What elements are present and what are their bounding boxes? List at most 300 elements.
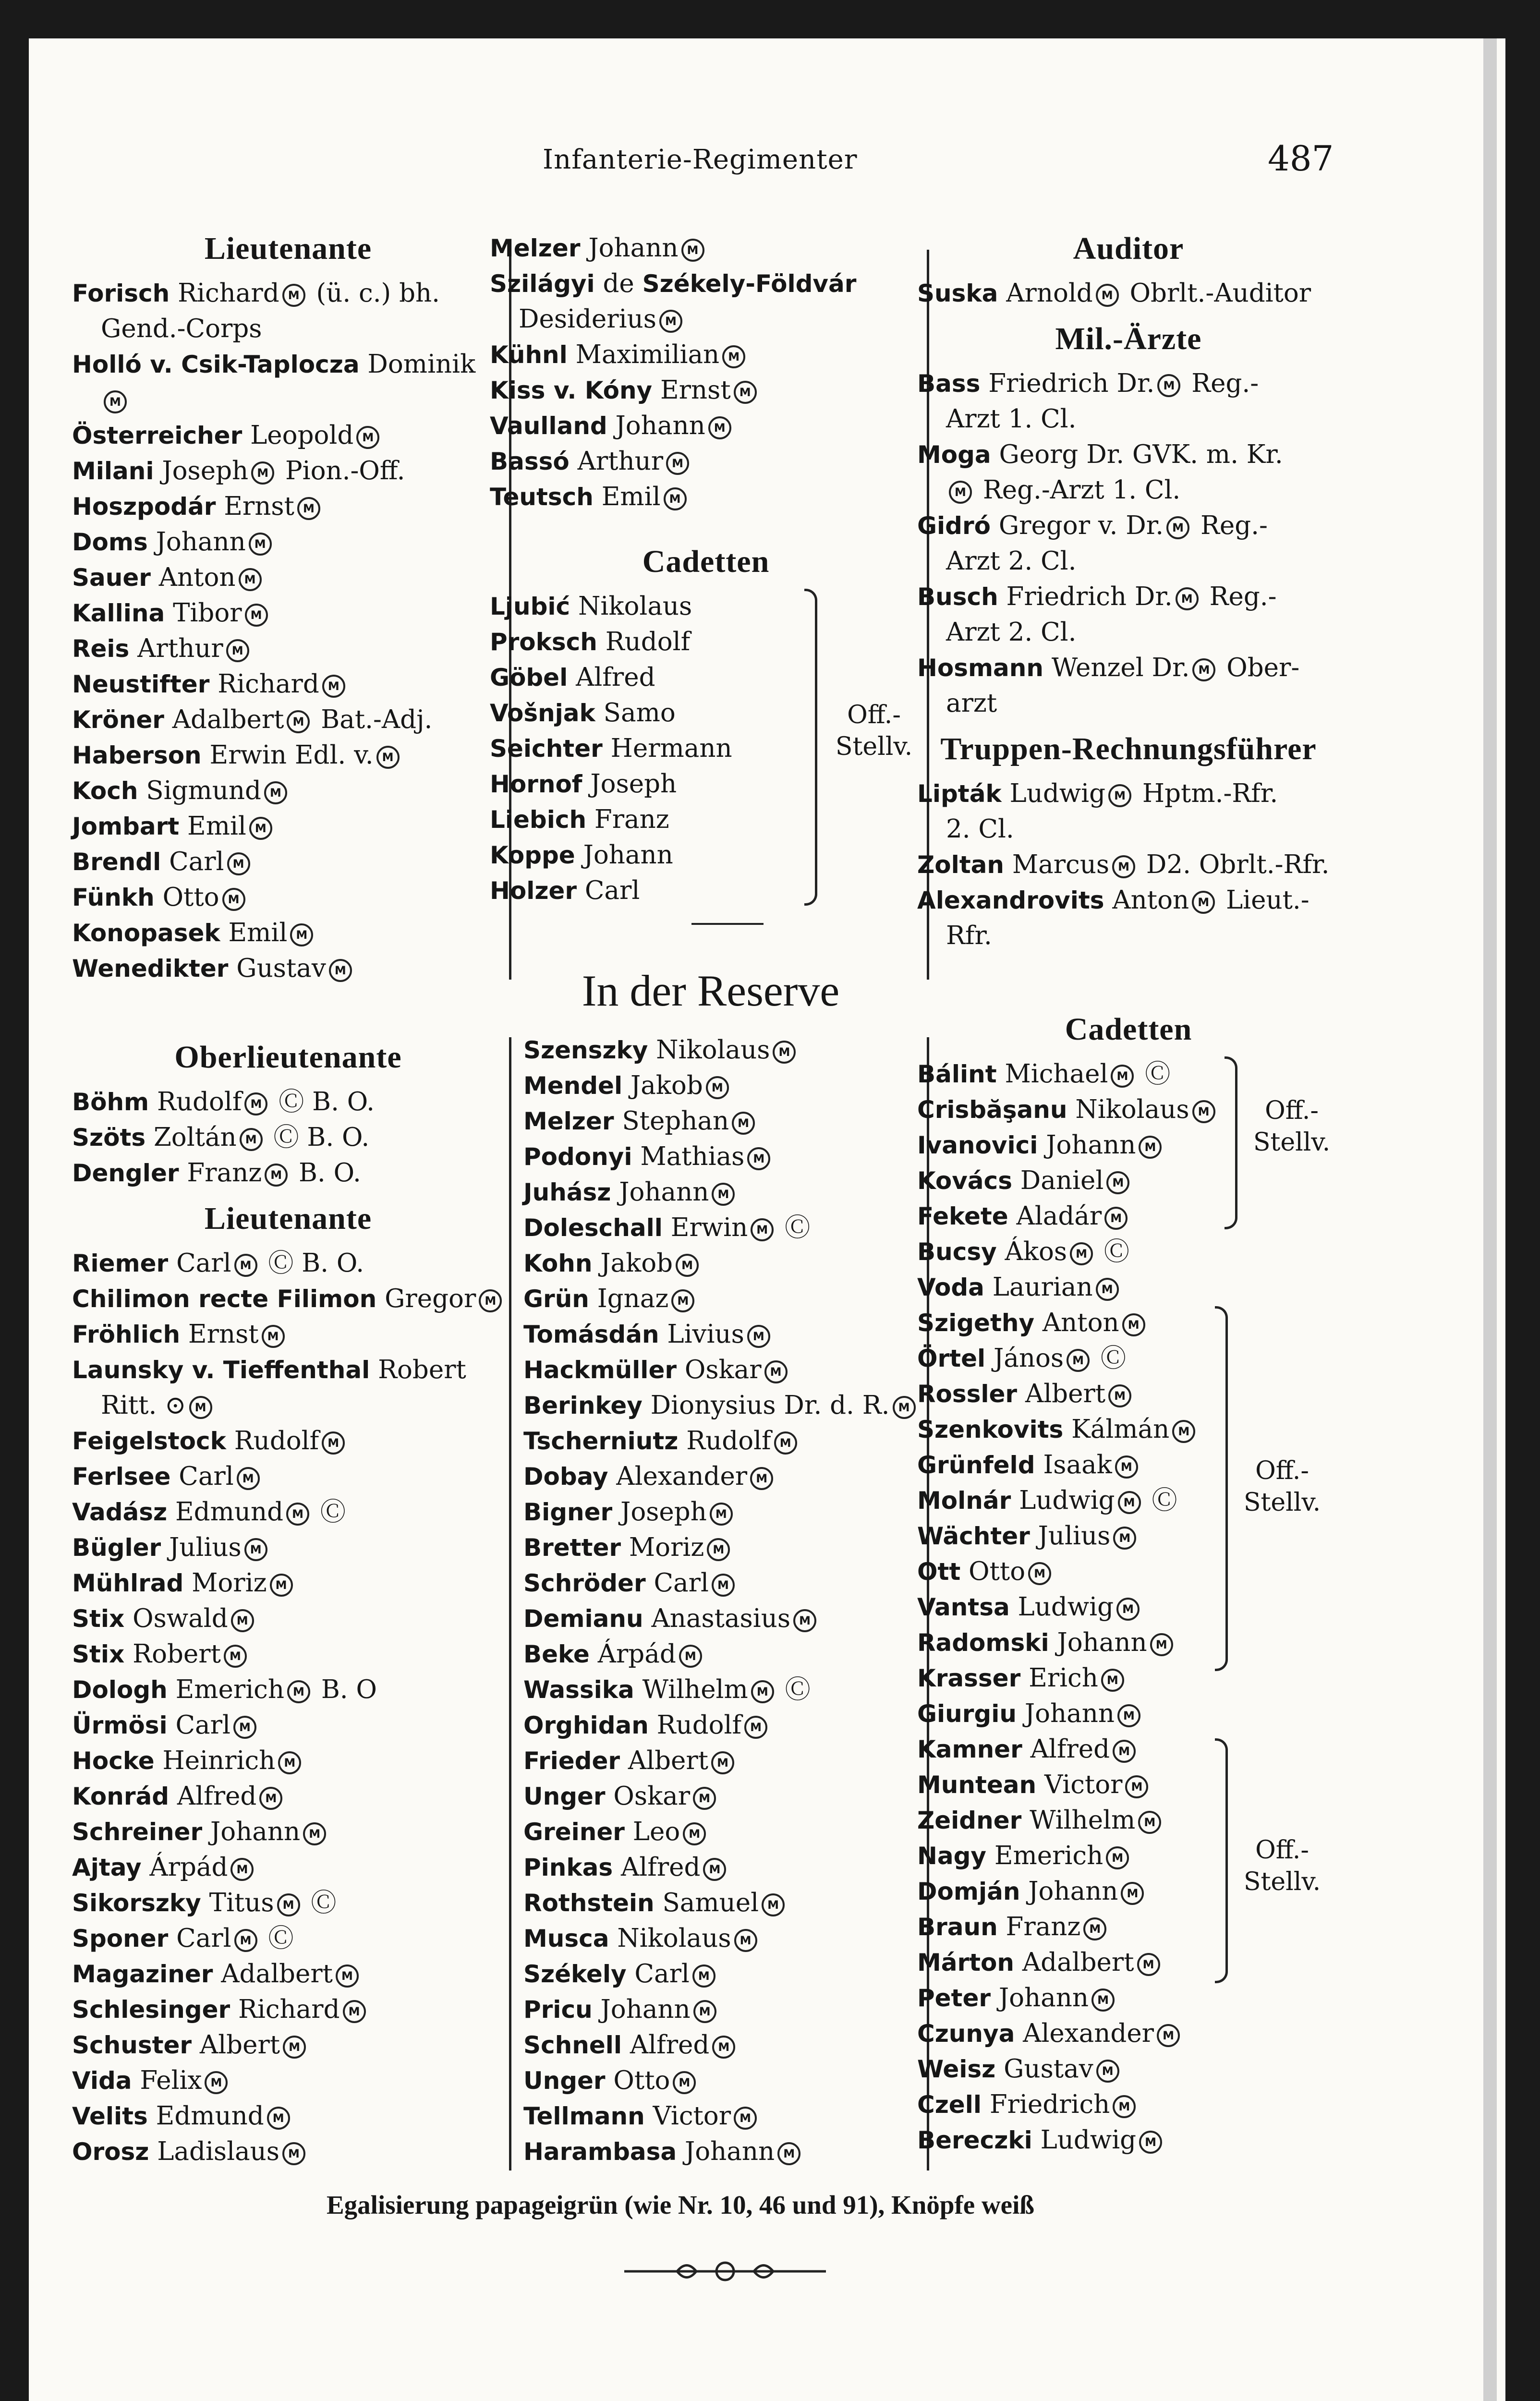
list-item <box>917 1803 1340 1838</box>
rank-note: Ⓒ <box>776 1675 811 1704</box>
decoration-badge-icon: M <box>1137 1953 1160 1976</box>
list-lieutenante-2 <box>72 1246 504 2170</box>
given-name: de <box>594 269 643 298</box>
list-item <box>917 1661 1340 1696</box>
surname: Lipták <box>917 780 1002 808</box>
rank-note: Ⓒ <box>1092 1344 1126 1373</box>
list-item <box>72 1885 504 1921</box>
surname: Rossler <box>917 1380 1018 1408</box>
list-item <box>72 1084 504 1120</box>
given-name: Ákos <box>996 1237 1067 1266</box>
list-item <box>72 951 504 986</box>
given-name: Laurian <box>984 1273 1093 1302</box>
list-item <box>523 1779 927 1814</box>
list-item <box>72 2027 504 2063</box>
surname: Kamner <box>917 1735 1022 1763</box>
section-title-reserve: In der Reserve <box>582 966 840 1015</box>
section-title-aerzte: Mil.-Ärzte <box>1055 321 1202 356</box>
surname: Giurgiu <box>917 1700 1017 1728</box>
surname: Muntean <box>917 1771 1037 1799</box>
surname: Nagy <box>917 1842 986 1870</box>
list-lieutenante <box>72 276 504 986</box>
given-name: Robert <box>370 1355 466 1384</box>
surname: Kallina <box>72 599 165 627</box>
surname: Podonyi <box>523 1143 632 1171</box>
decoration-badge-icon: M <box>1157 2024 1180 2047</box>
list-item <box>523 1317 927 1352</box>
list-item <box>72 1850 504 1885</box>
surname: Vadász <box>72 1498 168 1526</box>
list-item <box>917 473 1340 508</box>
list-item <box>72 524 504 560</box>
given-name: Gustav <box>228 954 326 983</box>
decoration-badge-icon: M <box>1108 784 1131 807</box>
given-name: Johann <box>1049 1628 1147 1657</box>
surname: Ljubić <box>490 593 570 620</box>
given-name: Livius <box>659 1320 744 1349</box>
given-name: Otto <box>605 2066 670 2095</box>
given-name: Johann <box>611 1177 709 1207</box>
column-middle-reserve <box>523 1032 927 2170</box>
list-item <box>490 589 922 624</box>
list-item <box>917 1732 1340 1767</box>
list-item <box>72 1814 504 1850</box>
decoration-badge-icon: M <box>287 1680 310 1703</box>
list-item <box>523 1885 927 1921</box>
given-name: Samo <box>595 698 676 728</box>
given-name: Tibor <box>165 598 242 628</box>
decoration-badge-icon: M <box>1096 1278 1119 1301</box>
list-item <box>917 437 1340 473</box>
list-item <box>523 1139 927 1175</box>
given-name: Johann <box>1020 1877 1118 1906</box>
surname: Bigner <box>523 1498 613 1526</box>
list-item <box>523 2063 927 2098</box>
decoration-badge-icon: M <box>343 2000 366 2023</box>
list-item <box>523 1850 927 1885</box>
list-item <box>523 1210 927 1246</box>
decoration-badge-icon: M <box>244 1538 267 1561</box>
given-name: Carl <box>168 1249 231 1278</box>
decoration-badge-icon: M <box>1139 2131 1162 2154</box>
surname: Weisz <box>917 2055 996 2083</box>
surname: Szenkovits <box>917 1416 1064 1443</box>
list-item <box>523 1992 927 2027</box>
decoration-badge-icon: M <box>287 710 310 733</box>
surname: Teutsch <box>490 483 594 511</box>
decoration-badge-icon: M <box>893 1396 916 1419</box>
decoration-badge-icon: M <box>734 1929 757 1952</box>
decoration-badge-icon: M <box>290 923 313 946</box>
decoration-badge-icon: M <box>356 426 379 449</box>
given-name: Arzt 1. Cl. <box>946 404 1077 434</box>
given-name: Arthur <box>569 447 664 476</box>
list-item <box>523 1601 927 1637</box>
list-reserve <box>523 1032 927 2170</box>
decoration-badge-icon: M <box>712 1574 735 1597</box>
decoration-badge-icon: M <box>703 1858 726 1881</box>
given-name: Johann <box>592 1995 691 2024</box>
given-name: Desiderius <box>519 304 656 334</box>
surname: Melzer <box>490 234 581 262</box>
list-item <box>917 1412 1340 1447</box>
given-name: Alfred <box>1022 1734 1110 1764</box>
surname: Jombart <box>72 812 180 840</box>
surname: Sauer <box>72 564 151 592</box>
surname: Suska <box>917 279 998 307</box>
rank-note: Ober- <box>1218 653 1300 682</box>
surname: Dobay <box>523 1463 608 1491</box>
rank-note: Hptm.-Rfr. <box>1134 779 1278 808</box>
list-item <box>72 738 504 773</box>
given-name: Nikolaus <box>609 1924 731 1953</box>
given-name: Leo <box>624 1817 680 1846</box>
decoration-badge-icon: M <box>774 1431 797 1455</box>
surname: Wächter <box>917 1522 1030 1550</box>
rank-note: Reg.- <box>1183 369 1259 398</box>
list-item <box>523 1956 927 1992</box>
decoration-badge-icon: M <box>205 2071 228 2094</box>
surname: Launsky v. Tieffenthal <box>72 1356 370 1384</box>
decoration-badge-icon: M <box>747 1325 770 1348</box>
rank-note: Ⓒ <box>303 1888 337 1917</box>
given-name: Árpád <box>141 1853 228 1882</box>
given-name: Arzt 2. Cl. <box>946 546 1077 576</box>
given-name: Johann <box>991 1983 1089 2013</box>
decoration-badge-icon: M <box>673 2071 696 2094</box>
surname: Vida <box>72 2067 132 2095</box>
surname: Ajtay <box>72 1854 142 1881</box>
list-item <box>917 1980 1340 2016</box>
given-name: Heinrich <box>154 1746 276 1775</box>
given-name: Gregor <box>376 1284 476 1313</box>
surname: Holló v. Csik-Taplocza <box>72 351 360 378</box>
given-name: Ritt. ⊙ <box>101 1391 186 1420</box>
decoration-badge-icon: M <box>227 852 250 875</box>
surname: Gidró <box>917 512 991 540</box>
rank-note: Reg.-Arzt 1. Cl. <box>975 475 1181 505</box>
surname: Tomásdán <box>523 1321 659 1348</box>
decoration-badge-icon: M <box>1028 1562 1051 1585</box>
surname: Crisbăşanu <box>917 1096 1067 1124</box>
list-item <box>917 1199 1340 1234</box>
decoration-badge-icon: M <box>693 1787 716 1810</box>
list-active-officers <box>490 230 922 515</box>
surname: Beke <box>523 1640 590 1668</box>
given-name: Joseph <box>612 1497 707 1527</box>
rank-note: Ⓒ B. O. <box>260 1249 364 1278</box>
decoration-badge-icon: M <box>692 1964 715 1988</box>
surname: Orghidan <box>523 1711 649 1739</box>
given-name: Samuel <box>654 1888 759 1917</box>
list-item <box>72 2098 504 2134</box>
given-name: Kálmán <box>1063 1415 1170 1444</box>
given-name: Carl <box>168 1924 231 1953</box>
surname: Zoltan <box>917 851 1004 879</box>
list-item <box>523 1423 927 1459</box>
surname: Wassika <box>523 1676 634 1704</box>
given-name: Ludwig <box>1009 1592 1114 1622</box>
given-name: Anton <box>1034 1308 1119 1337</box>
decoration-badge-icon: M <box>222 888 245 911</box>
decoration-badge-icon: M <box>1115 1455 1138 1479</box>
decoration-badge-icon: M <box>239 568 262 591</box>
given-name: Friedrich Dr. <box>998 582 1173 611</box>
surname: Musca <box>523 1925 609 1952</box>
decoration-badge-icon: M <box>1113 1527 1136 1550</box>
surname: Konrád <box>72 1783 170 1810</box>
surname: Ivanovici <box>917 1131 1038 1159</box>
given-name: Emil <box>220 918 288 947</box>
surname: Liebich <box>490 806 587 834</box>
list-item <box>917 2051 1340 2087</box>
given-name: Rudolf <box>597 627 691 656</box>
given-name: Titus <box>201 1888 274 1917</box>
given-name: Friedrich <box>981 2090 1110 2119</box>
given-name: Julius <box>1030 1521 1111 1551</box>
decoration-badge-icon: M <box>1070 1242 1093 1265</box>
decoration-badge-icon: M <box>734 381 757 404</box>
surname: Szöts <box>72 1124 146 1152</box>
decoration-badge-icon: M <box>259 1787 282 1810</box>
list-item <box>917 276 1340 311</box>
given-name: Michael <box>996 1059 1108 1089</box>
surname: Braun <box>917 1913 998 1941</box>
decoration-badge-icon: M <box>734 2107 757 2130</box>
given-name: Richard <box>230 1995 340 2024</box>
list-item <box>490 660 922 695</box>
list-item <box>523 1032 927 1068</box>
list-item <box>72 809 504 844</box>
given-name: Friedrich Dr. <box>980 369 1155 398</box>
cadetten-brace-group <box>490 589 922 909</box>
list-item <box>523 1530 927 1565</box>
given-name: Emerich <box>986 1841 1103 1870</box>
list-item <box>917 918 1340 954</box>
given-name: Jakob <box>592 1249 673 1278</box>
surname: Hornof <box>490 770 582 798</box>
decoration-badge-icon: M <box>708 416 731 439</box>
decoration-badge-icon: M <box>376 746 400 769</box>
rank-note: Ⓒ <box>312 1497 346 1527</box>
surname: Hocke <box>72 1747 155 1775</box>
rank-note: Bat.-Adj. <box>313 705 433 734</box>
decoration-badge-icon: M <box>744 1716 767 1739</box>
decoration-badge-icon: M <box>282 2142 305 2165</box>
decoration-badge-icon: M <box>762 1893 785 1916</box>
running-head: Infanterie-Regimenter <box>543 144 858 175</box>
decoration-badge-icon: M <box>1096 2060 1119 2083</box>
surname: Greiner <box>523 1818 625 1846</box>
given-name: Alfred <box>622 2030 710 2060</box>
brace-2 <box>1215 1306 1228 1671</box>
decoration-badge-icon: M <box>233 1716 256 1739</box>
list-item <box>72 1708 504 1743</box>
given-name: Johann <box>677 2137 775 2166</box>
list-item <box>523 1814 927 1850</box>
surname: Juhász <box>523 1178 611 1206</box>
surname: Busch <box>917 583 998 611</box>
given-name: Franz <box>997 1912 1081 1941</box>
list-item <box>917 650 1340 686</box>
list-item <box>72 276 504 311</box>
given-name: Anastasius <box>643 1604 791 1633</box>
surname: Hoszpodár <box>72 493 216 521</box>
list-item <box>917 1056 1340 1092</box>
given-name: Erich <box>1020 1663 1098 1693</box>
given-name: Nikolaus <box>648 1035 770 1065</box>
given-name: Johann <box>202 1817 301 1846</box>
rank-note: B. O <box>313 1675 377 1704</box>
list-item <box>490 302 922 337</box>
decoration-badge-icon: M <box>706 1076 729 1099</box>
given-name: Ludwig <box>1011 1486 1115 1515</box>
decoration-badge-icon: M <box>1172 1420 1195 1443</box>
list-item <box>490 766 922 802</box>
surname: Berinkey <box>523 1392 643 1419</box>
section-title-auditor: Auditor <box>1073 231 1184 266</box>
surname: Grünfeld <box>917 1451 1035 1479</box>
given-name: Alexander <box>608 1462 748 1491</box>
list-item <box>490 337 922 373</box>
given-name: Mathias <box>632 1142 745 1171</box>
given-name: Otto <box>960 1557 1026 1586</box>
rank-note: D2. Obrlt.-Rfr. <box>1138 850 1330 879</box>
surname: Dologh <box>72 1676 168 1704</box>
decoration-badge-icon: M <box>264 781 287 804</box>
given-name: Adalbert <box>164 705 284 734</box>
given-name: Johann <box>607 411 705 440</box>
surname: Bretter <box>523 1534 621 1562</box>
decoration-badge-icon: M <box>664 487 687 510</box>
surname: Pinkas <box>523 1854 613 1881</box>
decoration-badge-icon: M <box>1192 1100 1215 1123</box>
surname: Reis <box>72 635 130 663</box>
given-name: Johann <box>575 840 673 870</box>
given-name: Edmund <box>167 1497 284 1527</box>
surname: Milani <box>72 457 154 485</box>
list-item <box>72 1281 504 1317</box>
given-name: Victor <box>644 2101 731 2131</box>
list-item <box>490 802 922 837</box>
decoration-badge-icon: M <box>1122 1313 1145 1336</box>
decoration-badge-icon: M <box>722 345 745 368</box>
given-name: Richard <box>170 279 279 308</box>
list-item <box>72 489 504 524</box>
list-item <box>72 1246 504 1281</box>
surname: Voda <box>917 1273 984 1301</box>
decoration-badge-icon: M <box>265 1164 288 1187</box>
surname: Szigethy <box>917 1309 1035 1337</box>
brace-label <box>826 699 922 763</box>
surname: Forisch <box>72 279 170 307</box>
page-edge-shadow <box>1483 38 1497 2401</box>
surname: Schuster <box>72 2031 192 2059</box>
decoration-badge-icon: M <box>322 1431 345 1455</box>
given-name: Arzt 2. Cl. <box>946 618 1077 647</box>
brace-label-line-1: Off.- <box>847 701 901 729</box>
list-item <box>72 311 504 347</box>
given-name: Moriz <box>183 1568 267 1598</box>
given-name: Gregor v. Dr. <box>990 511 1164 540</box>
decoration-badge-icon: M <box>224 1645 247 1668</box>
decoration-badge-icon: M <box>1138 1811 1161 1834</box>
given-name: Carl <box>161 847 224 876</box>
rank-note: Ⓒ <box>1137 1059 1171 1089</box>
given-name: Arnold <box>998 279 1093 308</box>
given-name: János <box>985 1344 1064 1373</box>
surname: Konopasek <box>72 919 220 947</box>
given-name: Ludwig <box>1032 2125 1137 2155</box>
given-name: Stephan <box>614 1106 729 1136</box>
list-item <box>72 2134 504 2170</box>
surname: Holzer <box>490 877 577 905</box>
column-middle <box>490 221 922 925</box>
surname: Stix <box>72 1640 125 1668</box>
surname: Sponer <box>72 1925 169 1952</box>
surname: Kiss v. Kóny <box>490 376 653 404</box>
section-title-lieutenante-2: Lieutenante <box>204 1201 372 1236</box>
decoration-badge-icon: M <box>297 497 320 520</box>
list-item <box>917 366 1340 401</box>
decoration-badge-icon: M <box>322 675 345 698</box>
given-name: Rudolf <box>149 1087 242 1116</box>
given-name: Ernst <box>216 492 294 521</box>
decoration-badge-icon: M <box>249 533 272 556</box>
rank-note: Pion.-Off. <box>277 456 405 485</box>
decoration-badge-icon: M <box>262 1325 285 1348</box>
section-rule <box>691 923 764 925</box>
rank-note: (ü. c.) bh. <box>308 279 440 308</box>
decoration-badge-icon: M <box>270 1574 293 1597</box>
given-name: Gustav <box>995 2054 1093 2084</box>
given-name: Albert <box>620 1746 709 1775</box>
list-item <box>917 1589 1340 1625</box>
given-name: Arthur <box>129 634 223 663</box>
list-item <box>917 1163 1340 1199</box>
given-name: Dominik <box>359 350 476 379</box>
list-item <box>72 1388 504 1423</box>
given-name: Robert <box>124 1639 221 1669</box>
decoration-badge-icon: M <box>1096 284 1119 307</box>
decoration-badge-icon: M <box>1125 1775 1148 1798</box>
given-name: Ernst <box>652 376 731 405</box>
list-item <box>72 1992 504 2027</box>
brace-1 <box>1225 1056 1237 1229</box>
list-item <box>917 579 1340 615</box>
given-name: Anton <box>1104 885 1189 915</box>
decoration-badge-icon: M <box>1192 658 1215 681</box>
list-item <box>917 776 1340 812</box>
decoration-badge-icon: M <box>659 310 682 333</box>
list-item <box>917 1625 1340 1661</box>
surname: Moga <box>917 441 991 469</box>
list-item <box>917 1909 1340 1945</box>
list-item <box>523 1708 927 1743</box>
surname: Böhm <box>72 1088 149 1116</box>
given-name: Wilhelm <box>634 1675 748 1704</box>
section-title-lieutenante: Lieutenante <box>204 231 372 266</box>
given-name: Franz <box>586 805 669 834</box>
given-name: Johann <box>1016 1699 1115 1728</box>
surname: Vantsa <box>917 1593 1010 1621</box>
decoration-badge-icon: M <box>1106 1846 1129 1869</box>
decoration-badge-icon: M <box>747 1147 770 1170</box>
surname: Orosz <box>72 2138 149 2166</box>
list-item <box>490 230 922 266</box>
rank-note: Reg.- <box>1201 582 1277 611</box>
decoration-badge-icon: M <box>683 1822 706 1845</box>
